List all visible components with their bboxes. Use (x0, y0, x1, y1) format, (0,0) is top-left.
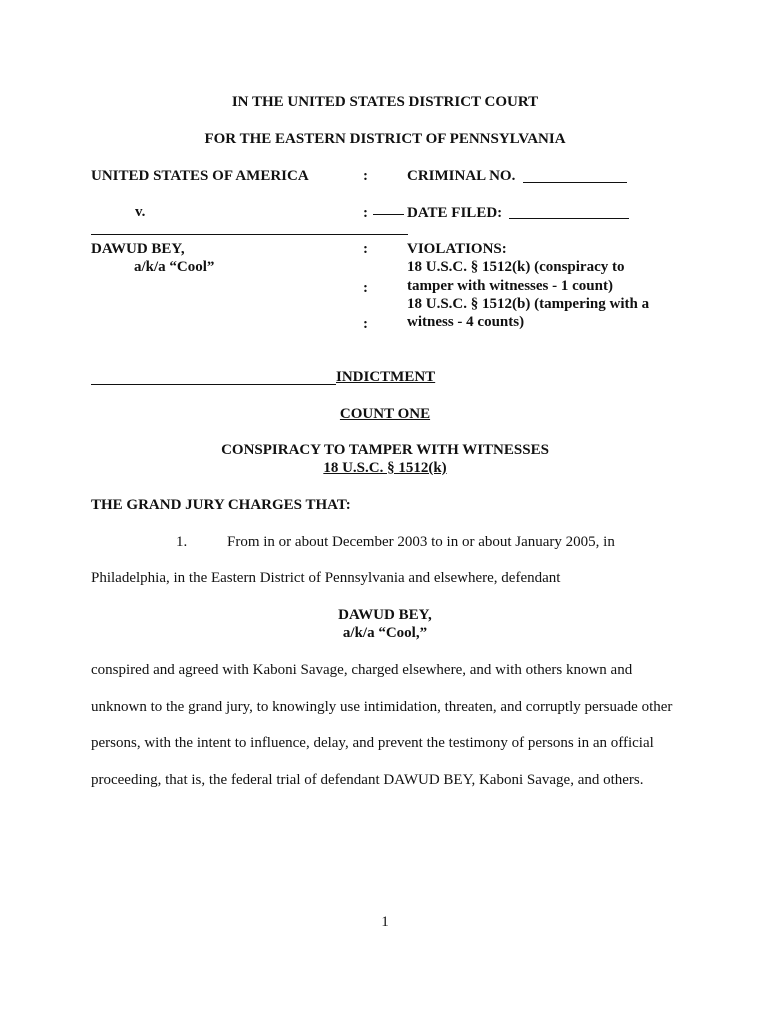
indictment-rule (91, 384, 336, 385)
plaintiff-name: UNITED STATES OF AMERICA (91, 168, 309, 184)
caption-divider-left (91, 234, 408, 235)
court-name-line2: FOR THE EASTERN DISTRICT OF PENNSYLVANIA (204, 131, 566, 147)
date-filed-label: DATE FILED: (407, 205, 503, 221)
charge-statute-text: 18 U.S.C. § 1512(k) (323, 460, 447, 476)
count-title (0, 406, 770, 423)
date-filed-prefix-blank (373, 214, 404, 215)
versus-label: v. (135, 204, 146, 220)
violations-label: VIOLATIONS: (407, 241, 507, 257)
defendant-name-centered: DAWUD BEY, (338, 607, 432, 623)
violation-line: 18 U.S.C. § 1512(k) (conspiracy to (407, 259, 625, 275)
caption-separator: : (363, 316, 368, 332)
charge-statute (0, 460, 770, 477)
paragraph-line: proceeding, that is, the federal trial of defendant DAWUD BEY, Kaboni Savage, and others. (91, 772, 644, 788)
paragraph-line: persons, with the intent to influence, delay, and prevent the testimony of persons in an official (91, 735, 654, 751)
paragraph-line: From in or about December 2003 to in or about January 2005, in (227, 534, 615, 550)
date-filed-blank (509, 218, 629, 219)
caption-separator: : (363, 241, 368, 257)
criminal-number-label: CRIMINAL NO. (407, 168, 516, 184)
paragraph-number: 1. (176, 534, 188, 550)
defendant-alias: a/k/a “Cool” (134, 259, 215, 275)
court-name-line1: IN THE UNITED STATES DISTRICT COURT (231, 94, 539, 110)
caption-separator: : (363, 280, 368, 296)
violation-line: 18 U.S.C. § 1512(b) (tampering with a (407, 296, 650, 312)
criminal-number-blank (523, 182, 627, 183)
paragraph-line: unknown to the grand jury, to knowingly use intimidation, threaten, and corruptly persuade other (91, 699, 673, 715)
indictment-title: INDICTMENT (336, 369, 436, 385)
page-number: 1 (381, 914, 389, 930)
paragraph-line: conspired and agreed with Kaboni Savage, charged elsewhere, and with others known and (91, 662, 633, 678)
defendant-alias-centered: a/k/a “Cool,” (342, 625, 428, 641)
caption-separator: : (363, 168, 368, 184)
paragraph-line: Philadelphia, in the Eastern District of Pennsylvania and elsewhere, defendant (91, 570, 561, 586)
grand-jury-intro: THE GRAND JURY CHARGES THAT: (91, 497, 351, 513)
charge-title: CONSPIRACY TO TAMPER WITH WITNESSES (221, 442, 549, 458)
caption-separator: : (363, 205, 368, 221)
count-title-text: COUNT ONE (339, 406, 431, 422)
violation-line: tamper with witnesses - 1 count) (407, 278, 613, 294)
defendant-name: DAWUD BEY, (91, 241, 185, 257)
violation-line: witness - 4 counts) (407, 314, 525, 330)
